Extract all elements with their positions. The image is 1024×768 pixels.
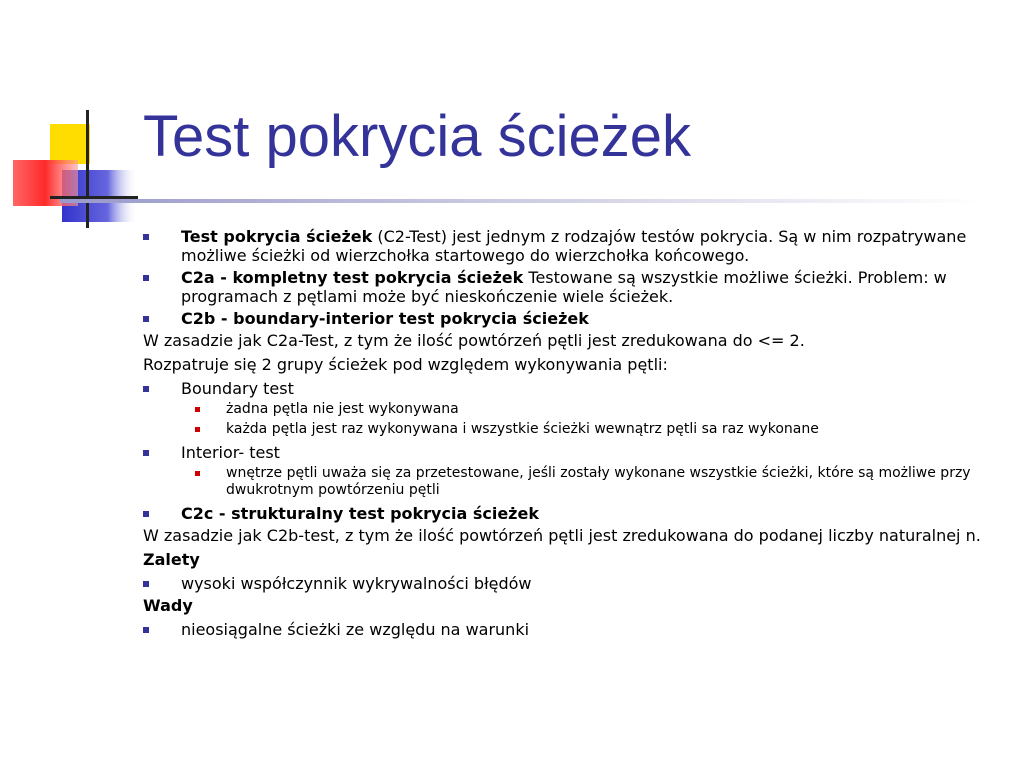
pros-heading: Zalety bbox=[143, 550, 200, 569]
bullet-text: (C2-Test) jest jednym z rodzajów testów pokrycia. Są w nim rozpatrywane możliwe ścieżki od wierzchołka startowego do wierzchołka końcowego. bbox=[181, 227, 967, 265]
bullet-text: Boundary test bbox=[181, 379, 294, 398]
red-square-bullet-icon bbox=[195, 407, 200, 412]
bullet-boundary-test bbox=[143, 379, 1013, 398]
bullet-c2a-test bbox=[143, 268, 1013, 306]
sub-bullet-text: wnętrze pętli uważa się za przetestowane, jeśli zostały wykonane wszystkie ścieżki, które są możliwe przy dwukrotnym powtórzeniu pętli bbox=[226, 465, 971, 498]
bullet-text: nieosiągalne ścieżki ze względu na warunki bbox=[181, 620, 530, 639]
bullet-c2b-test bbox=[143, 309, 1013, 328]
square-bullet-icon bbox=[143, 581, 149, 587]
square-bullet-icon bbox=[143, 316, 149, 322]
square-bullet-icon bbox=[143, 386, 149, 392]
sub-bullet-item bbox=[143, 465, 1013, 499]
square-bullet-icon bbox=[143, 275, 149, 281]
slide-title: Test pokrycia ścieżek bbox=[143, 104, 691, 169]
paragraph-c2b-description: W zasadzie jak C2a-Test, z tym że ilość powtórzeń pętli jest zredukowana do <= 2. bbox=[143, 331, 805, 350]
slide-content bbox=[143, 227, 1013, 642]
bullet-c2-test bbox=[143, 227, 1013, 265]
bullet-bold-term: C2a - kompletny test pokrycia ścieżek bbox=[181, 268, 524, 287]
square-bullet-icon bbox=[143, 627, 149, 633]
bullet-text: Interior- test bbox=[181, 443, 280, 462]
paragraph-c2c-description: W zasadzie jak C2b-test, z tym że ilość powtórzeń pętli jest zredukowana do podanej liczby naturalnej n. bbox=[143, 526, 981, 545]
decorative-squares-logo bbox=[0, 0, 160, 240]
bullet-text: wysoki współczynnik wykrywalności błędów bbox=[181, 574, 532, 593]
title-divider bbox=[60, 199, 980, 203]
paragraph-path-groups: Rozpatruje się 2 grupy ścieżek pod względem wykonywania pętli: bbox=[143, 355, 668, 374]
bullet-bold-term: C2b - boundary-interior test pokrycia ścieżek bbox=[181, 309, 589, 328]
bullet-cons-item bbox=[143, 620, 1013, 639]
bullet-c2c-test bbox=[143, 504, 1013, 523]
square-bullet-icon bbox=[143, 234, 149, 240]
bullet-interior-test bbox=[143, 443, 1013, 462]
square-bullet-icon bbox=[143, 450, 149, 456]
square-bullet-icon bbox=[143, 511, 149, 517]
red-square-bullet-icon bbox=[195, 427, 200, 432]
sub-bullet-item bbox=[143, 421, 1013, 438]
sub-bullet-text: każda pętla jest raz wykonywana i wszystkie ścieżki wewnątrz pętli sa raz wykonane bbox=[226, 421, 819, 437]
sub-bullet-item bbox=[143, 401, 1013, 418]
cons-heading: Wady bbox=[143, 596, 193, 615]
bullet-pros-item bbox=[143, 574, 1013, 593]
red-square-bullet-icon bbox=[195, 471, 200, 476]
bullet-bold-term: C2c - strukturalny test pokrycia ścieżek bbox=[181, 504, 539, 523]
bullet-text: Testowane są wszystkie możliwe ścieżki. Problem: w programach z pętlami może być nieskończenie wiele ścieżek. bbox=[181, 268, 947, 306]
sub-bullet-text: żadna pętla nie jest wykonywana bbox=[226, 401, 459, 417]
bullet-bold-term: Test pokrycia ścieżek bbox=[181, 227, 373, 246]
